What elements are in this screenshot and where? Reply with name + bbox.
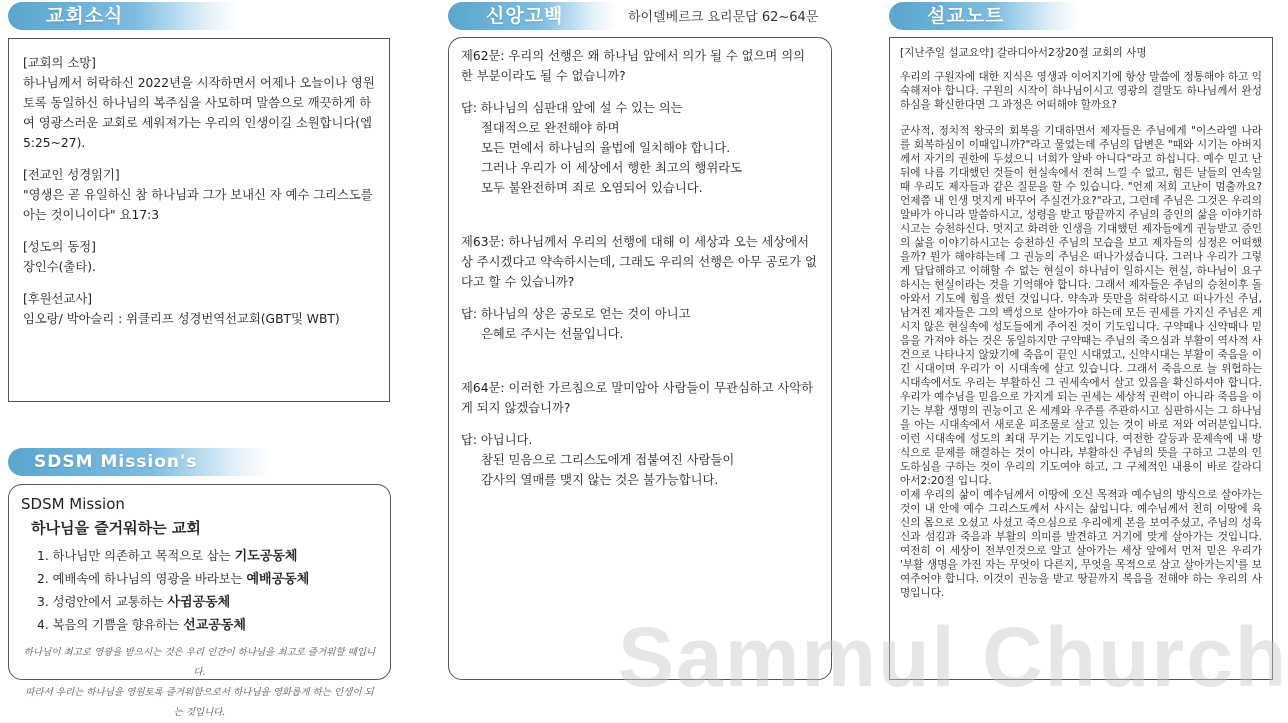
question: 제62문: 우리의 선행은 왜 하나님 앞에서 의가 될 수 없으며 의의 한 부분이라도 될 수 없습니까? (461, 49, 805, 83)
mission-item-text: 2. 예배속에 하나님의 영광을 바라보는 (37, 572, 243, 586)
answer-head: 답: 하나님의 심판대 앞에 설 수 있는 의는 (461, 101, 683, 115)
sermon-title: [지난주일 설교요약] 갈라디아서2장20절 교회의 사명 (900, 47, 1147, 59)
news-section (23, 289, 377, 329)
question: 제64문: 이러한 가르침으로 말미암아 사람들이 무관심하고 사악하게 되지 않겠습니까? (461, 381, 814, 415)
section-body: "영생은 곧 유일하신 참 하나님과 그가 보내신 자 예수 그리스도를 아는 것이니이다" 요17:3 (23, 188, 373, 222)
news-section (23, 237, 377, 277)
section-heading: [전교인 성경읽기] (23, 168, 120, 182)
mission-item-text: 1. 하나님만 의존하고 목적으로 삼는 (37, 549, 231, 563)
news-section (23, 53, 377, 153)
mission-note-line: 하나님이 최고로 영광을 받으시는 것은 우리 인간이 하나님을 최고로 즐거워할 때입니다. (23, 647, 376, 678)
sermon-tab (889, 2, 1079, 30)
mission-list (37, 545, 378, 637)
section-body: 장인수(출타). (23, 260, 96, 274)
mission-item-emphasis: 사귐공동체 (167, 595, 231, 610)
news-tab-label: 교회소식 (46, 5, 124, 27)
mission-item-text: 4. 복음의 기쁨을 향유하는 (37, 618, 180, 632)
mission-panel (8, 484, 391, 718)
answer (461, 430, 819, 490)
mission-item-emphasis: 기도공동체 (234, 549, 298, 564)
answer-line: 모두 불완전하며 죄로 오염되어 있습니다. (481, 181, 703, 195)
answer-line: 감사의 열매를 맺지 않는 것은 불가능합니다. (481, 473, 719, 487)
sermon-paragraph: 이제 우리의 삶이 예수님께서 이땅에 오신 목적과 예수님의 방식으로 살아가는 것이 내 안에 예수 그리스도께서 사시는 삶입니다. 예수님께서 친히 이땅에 육신의 몸으로 오셨고 사셨고 죽으심으로 우리에게 본을 보여주셨고, 주님의 성육신과 섬김과 죽음과 부활의 의미를 발견하고 거기에 맞게 살아가는 것입니다. 여전히 이 세상이 전부인것으로 알고 살아가는 세상 앞에서 먼저 믿은 우리가 '부활 생명을 가진 자는 무엇이 다른지, 무엇을 목적으로 삼고 살아가는지'를 보여주어야 합니다. 이것이 권능을 받고 땅끝까지 복음을 전해야 하는 우리의 사명입니다. (900, 489, 1262, 599)
section-heading: [교회의 소망] (23, 56, 96, 70)
sermon-notes-panel (889, 37, 1273, 680)
question: 제63문: 하나님께서 우리의 선행에 대해 이 세상과 오는 세상에서 상 주시겠다고 약속하시는데, 그래도 우리의 선행은 아무 공로가 없다고 할 수 있습니까? (461, 235, 817, 289)
mission-subtitle: 하나님을 즐거워하는 교회 (31, 519, 201, 537)
creed-panel (448, 37, 832, 680)
mission-note-line: 따라서 우리는 하나님을 영원토록 즐거워함으로서 하나님을 영화롭게 하는 인생이 되는 것입니다. (25, 687, 374, 718)
sermon-paragraph: 우리의 구원자에 대한 지식은 영생과 이어지기에 항상 말씀에 정통해야 하고 익숙해져야 합니다. 구원의 시작이 하나님이시고 영광의 결말도 하나님께서 완성하심을 확신한다면 그 과정은 어떠해야 할까요? (900, 71, 1262, 111)
watermark-text: Sammul Church (618, 610, 1288, 704)
mission-note (21, 643, 378, 723)
mission-item-emphasis: 예배공동체 (246, 572, 310, 587)
answer-head: 답: 하나님의 상은 공로로 얻는 것이 아니고 (461, 307, 691, 321)
section-heading: [후원선교사] (23, 292, 92, 306)
answer-line: 절대적으로 완전해야 하며 (481, 121, 620, 135)
sermon-paragraph: 군사적, 정치적 왕국의 회복을 기대하면서 제자들은 주님에게 "이스라엘 나라를 회복하심이 이때입니까?"라고 물었는데 주님의 답변은 "때와 시기는 아버지께서 자기의 권한에 두셨으니 너희가 알바 아니다"라고 하십니다. 예수 믿고 난 뒤에 나름 기대했던 것들이 현실속에서 전혀 느낄 수 없고, 힘든 날들의 연속일 때 우리도 제자들과 같은 질문을 할 수 있습니다. "언제 저희 고난이 멈출까요? 언제쯤 내 인생 멋지게 바꾸어 주실건가요?"라고, 그런데 주님은 그것은 우리의 알바가 아니라 말씀하시고, 성령을 받고 땅끝까지 주님의 증인의 삶을 이야기하시고는 승천하신다. 멋지고 화려한 인생을 기대했던 제자들에게 권능받고 증인의 삶을 이야기하시고는 승천하신 주님의 모습을 보고 제자들의 심정은 어떠했을까? 뭔가 해야하는데 그 권능의 주님은 떠나가셨습니다. 그러나 우리가 그렇게 답답해하고 이해할 수 없는 현실이 하나님이 일하시는 현실, 하나님이 요구하시는 현실이라는 것을 기억해야 합니다. 그래서 제자들은 주님의 승천이후 돌아와서 기도에 힘을 썼던 것입니다. 약속과 뜻만을 허락하시고 떠나가신 주님, 남겨진 제자들은 그의 백성으로 살아가야 하는데 모든 권세를 가지신 주님은 계시지 않은 현실속에 성도들에게 주어진 것이 기도입니다. 구약때나 신약때나 믿음을 가져야 하는 것은 동일하지만 구약때는 주님의 죽으심과 부활이 역사적 사건으로 나타나지 않았기에 죽음이 끝인 시대였고, 신약시대는 부활이 죽음을 이긴 시대이며 우리가 이 시대속에 살고 있습니다. 그래서 죽음으로 늘 위협하는 시대속에서도 우리는 부활하신 그 권세속에서 살고 있음을 확신하셔야 합니다. 우리가 예수님을 믿음으로 가지게 되는 권세는 세상적 권력이 아니라 죽음을 이기는 부활 생명의 권능이고 온 세계와 우주를 주관하시고 심판하시는 그 하나님을 아는 시대속에서 새로운 피조물로 살고 있는 것이 바로 저와 여러분입니다. 이런 시대속에 성도의 최대 무기는 기도입니다. 여전한 갈등과 문제속에 내 방식으로 문제를 해결하는 것이 아니라, 부활하신 주님의 뜻을 구하고 그분의 인도하심을 구하는 것이 우리의 기도여야 하고, 그 구체적인 내용이 바로 갈라디아서2:20절 입니다. (900, 125, 1262, 487)
mission-item (37, 568, 378, 591)
mission-title: SDSM Mission (21, 495, 125, 513)
creed-tab (448, 2, 616, 30)
answer-line: 참된 믿음으로 그리스도에게 접붙여진 사람들이 (481, 453, 735, 467)
sermon-tab-label: 설교노트 (927, 5, 1005, 27)
answer (461, 304, 819, 344)
news-tab (8, 2, 238, 30)
mission-tab (8, 448, 270, 476)
answer-line: 은혜로 주시는 선물입니다. (481, 327, 624, 341)
mission-item (37, 614, 378, 637)
answer (461, 98, 819, 198)
answer-head: 답: 아닙니다. (461, 433, 533, 447)
mission-item-emphasis: 선교공동체 (183, 618, 246, 633)
section-body: 임오랑/ 박아슬리 : 위클리프 성경번역선교회(GBT및 WBT) (23, 312, 340, 326)
mission-item (37, 591, 378, 614)
church-news-panel (8, 38, 390, 402)
mission-item (37, 545, 378, 568)
section-body: 하나님께서 허락하신 2022년을 시작하면서 어제나 오늘이나 영원토록 동일하신 하나님의 복주심을 사모하며 말씀으로 깨끗하게 하여 영광스러운 교회로 세워져가는 우리의 인생이길 소원합니다(엡5:25~27). (23, 76, 375, 150)
answer-line: 모든 면에서 하나님의 율법에 일치해야 합니다. (481, 141, 731, 155)
creed-tab-label: 신앙고백 (486, 5, 564, 27)
mission-tab-label: SDSM Mission's (34, 452, 198, 472)
section-heading: [성도의 동정] (23, 240, 96, 254)
mission-item-text: 3. 성령안에서 교통하는 (37, 595, 164, 609)
creed-reference: 하이델베르크 요리문답 62~64문 (628, 10, 819, 25)
answer-line: 그러나 우리가 이 세상에서 행한 최고의 행위라도 (481, 161, 743, 175)
news-section (23, 165, 377, 225)
